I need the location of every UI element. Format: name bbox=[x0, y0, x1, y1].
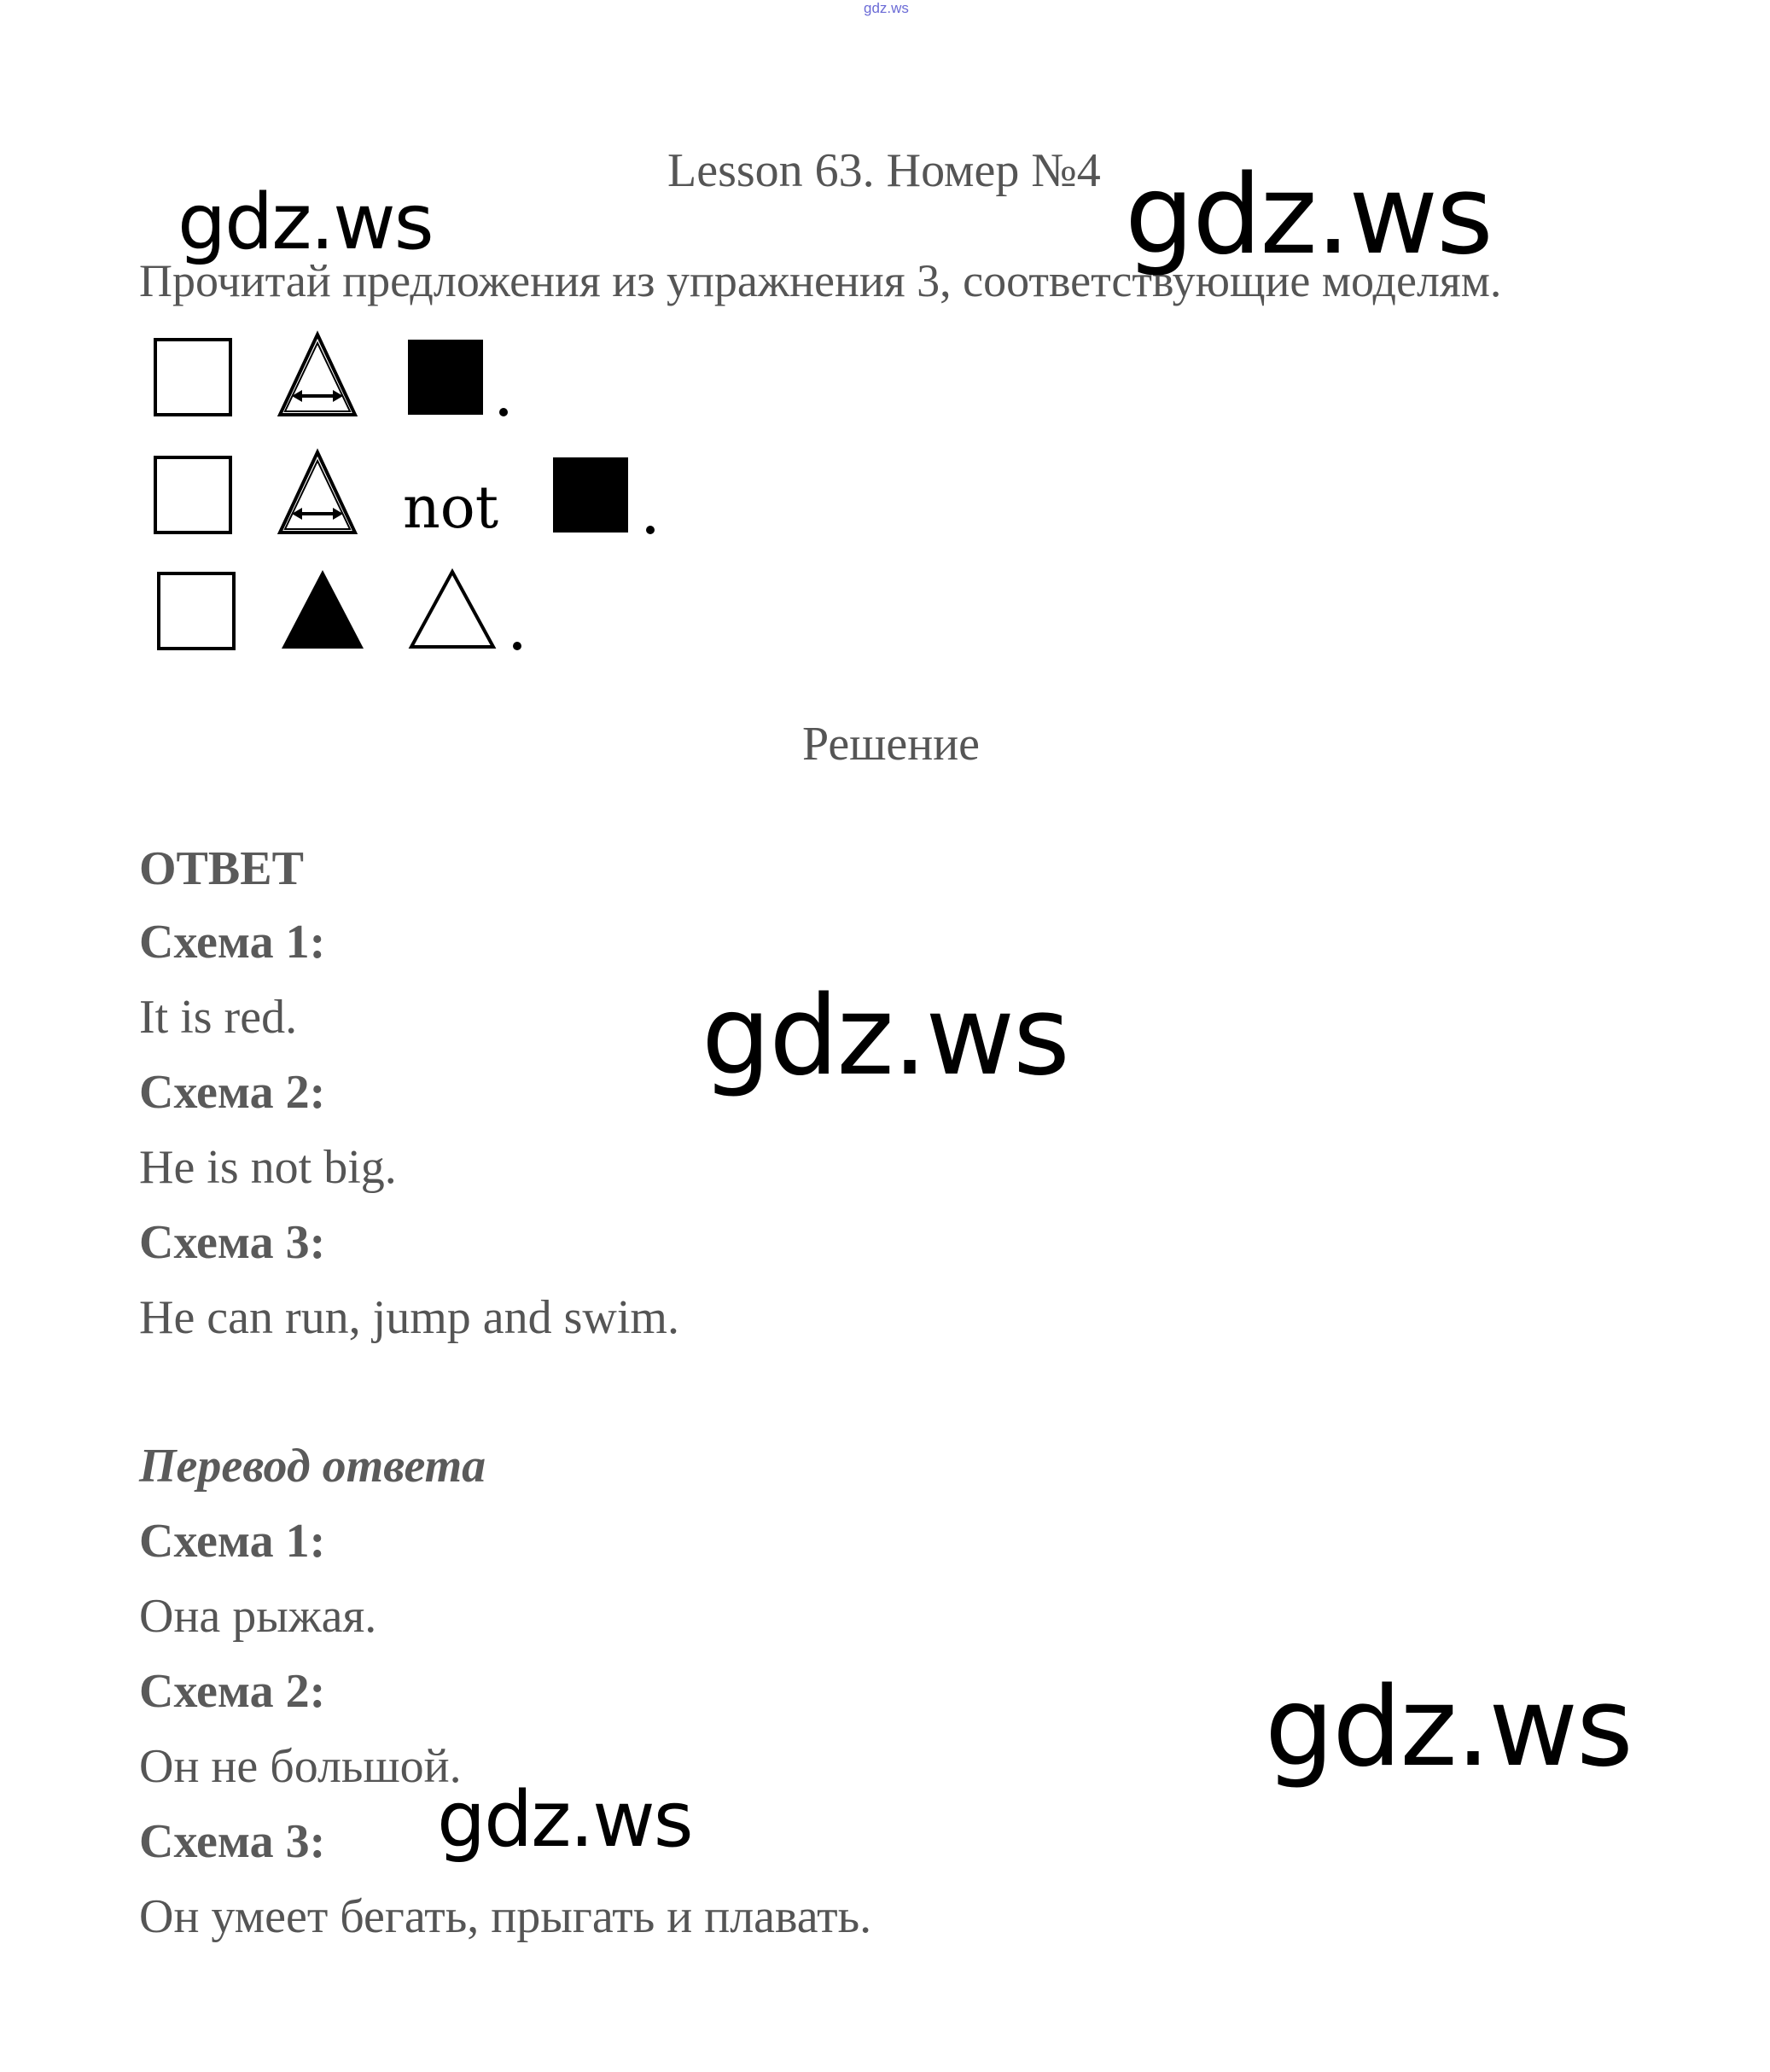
answer-scheme-2-label: Схема 2: bbox=[139, 1066, 326, 1119]
answer-scheme-3-label: Схема 3: bbox=[139, 1216, 326, 1269]
solution-heading: Решение bbox=[802, 718, 981, 771]
answer-scheme-2-text: He is not big. bbox=[139, 1141, 397, 1194]
triangle-with-arrows-icon bbox=[280, 452, 355, 533]
sentence-models bbox=[145, 324, 691, 666]
model-row-3 bbox=[159, 570, 521, 650]
empty-triangle-icon bbox=[411, 572, 493, 647]
translation-scheme-2-label: Схема 2: bbox=[139, 1665, 326, 1718]
answer-scheme-1-label: Схема 1: bbox=[139, 916, 326, 969]
triangle-with-arrows-icon bbox=[280, 335, 355, 415]
answer-label: ОТВЕТ bbox=[139, 842, 304, 895]
page-title: Lesson 63. Номер №4 bbox=[667, 144, 1101, 197]
watermark: gdz.ws bbox=[1265, 1664, 1632, 1791]
site-mark: gdz.ws bbox=[864, 0, 909, 16]
task-instruction: Прочитай предложения из упражнения 3, соответствующие моделям. bbox=[139, 255, 1502, 306]
period-dot bbox=[646, 526, 655, 534]
period-dot bbox=[499, 408, 508, 416]
empty-square-icon bbox=[159, 573, 234, 649]
translation-scheme-1-label: Схема 1: bbox=[139, 1515, 326, 1568]
watermark: gdz.ws bbox=[702, 973, 1068, 1100]
model-not-word: not bbox=[403, 474, 499, 542]
answer-scheme-1-text: It is red. bbox=[139, 991, 298, 1044]
period-dot bbox=[513, 642, 521, 650]
filled-square-icon bbox=[408, 340, 483, 415]
empty-square-icon bbox=[155, 340, 230, 415]
translation-label: Перевод ответа bbox=[139, 1440, 486, 1493]
watermark: gdz.ws bbox=[178, 178, 433, 267]
filled-triangle-icon bbox=[282, 570, 364, 649]
empty-square-icon bbox=[155, 457, 230, 533]
translation-scheme-1-text: Она рыжая. bbox=[139, 1590, 377, 1643]
model-row-1 bbox=[155, 335, 508, 416]
translation-scheme-3-label: Схема 3: bbox=[139, 1815, 326, 1868]
translation-scheme-2-text: Он не большой. bbox=[139, 1740, 462, 1793]
model-row-2 bbox=[155, 452, 655, 542]
filled-square-icon bbox=[553, 457, 628, 533]
translation-scheme-3-text: Он умеет бегать, прыгать и плавать. bbox=[139, 1890, 872, 1943]
answer-scheme-3-text: He can run, jump and swim. bbox=[139, 1291, 679, 1344]
watermark: gdz.ws bbox=[437, 1775, 692, 1865]
watermark: gdz.ws bbox=[1125, 152, 1492, 279]
